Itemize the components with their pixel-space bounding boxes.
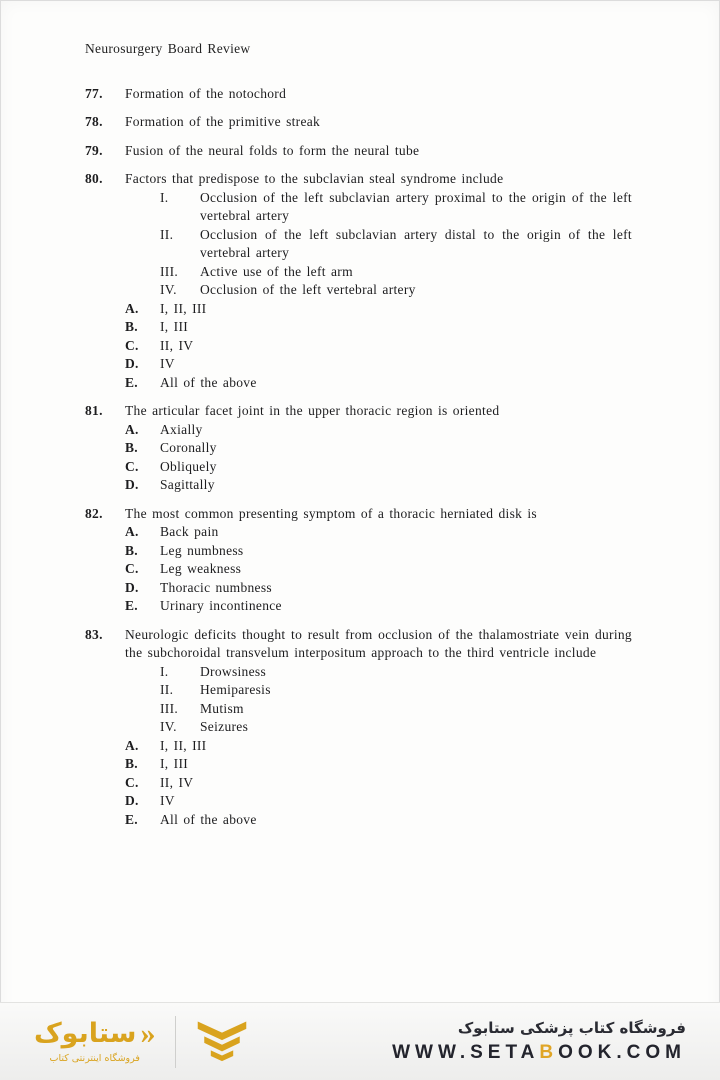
option-letter: C. — [125, 458, 139, 474]
option-letter: D. — [125, 477, 139, 492]
roman-label: III. — [160, 700, 179, 716]
option-text: Sagittally — [160, 477, 215, 492]
roman-label: IV. — [160, 719, 177, 734]
answer-option — [125, 355, 632, 374]
option-letter: B. — [125, 319, 138, 334]
roman-text: Occlusion of the left subclavian artery distal to the origin of the left vertebral artery — [200, 226, 632, 260]
question-number: 77. — [85, 85, 103, 101]
answer-option — [125, 337, 632, 356]
question-text: The most common presenting symptom of a thoracic herniated disk is — [125, 505, 537, 521]
roman-item — [160, 718, 632, 737]
setabook-logo — [34, 1019, 155, 1064]
option-text: All of the above — [160, 374, 257, 390]
roman-label: IV. — [160, 282, 177, 297]
option-letter: A. — [125, 300, 139, 316]
question-number: 81. — [85, 403, 103, 418]
roman-text: Drowsiness — [200, 663, 266, 679]
option-letter: C. — [125, 337, 139, 353]
roman-text: Active use of the left arm — [200, 263, 353, 279]
option-letter: A. — [125, 737, 139, 753]
question-stem — [85, 402, 632, 421]
option-letter: E. — [125, 598, 138, 613]
option-text: I, III — [160, 756, 189, 771]
roman-text: Mutism — [200, 700, 244, 716]
question-stem — [85, 170, 632, 189]
answer-option — [125, 597, 632, 616]
option-text: Thoracic numbness — [160, 579, 272, 595]
answer-option — [125, 318, 632, 337]
question-text: Neurologic deficits thought to result from occlusion of the thalamostriate vein during the subchoroidal transvelum interpositum approach to the third ventricle include — [125, 626, 632, 660]
roman-label: II. — [160, 682, 174, 697]
option-text: IV — [160, 793, 175, 808]
question-text: The articular facet joint in the upper thoracic region is oriented — [125, 403, 500, 418]
question-number: 80. — [85, 171, 103, 186]
answer-option — [125, 421, 632, 440]
logo-main — [34, 1019, 155, 1049]
answer-option — [125, 737, 632, 756]
roman-text: Hemiparesis — [200, 682, 271, 697]
footer-banner — [0, 1002, 720, 1080]
option-letter: C. — [125, 561, 139, 576]
footer-divider — [175, 1016, 176, 1068]
option-letter: D. — [125, 579, 139, 595]
option-letter: A. — [125, 524, 139, 539]
question-item — [85, 170, 632, 392]
logo-brand-text: ستابوک — [34, 1018, 137, 1049]
option-letter: C. — [125, 774, 139, 790]
option-text: Leg weakness — [160, 561, 242, 576]
chevron-stack-icon — [194, 1016, 250, 1068]
answer-option — [125, 374, 632, 393]
roman-label: III. — [160, 263, 179, 279]
option-text: Leg numbness — [160, 542, 244, 558]
page-title: Neurosurgery Board Review — [85, 41, 251, 56]
roman-item — [160, 281, 632, 300]
option-text: I, III — [160, 319, 189, 334]
roman-item — [160, 663, 632, 682]
url-prefix: WWW.SETA — [392, 1042, 540, 1063]
answer-option — [125, 523, 632, 542]
option-text: IV — [160, 356, 175, 371]
roman-label: I. — [160, 663, 169, 679]
answer-option — [125, 579, 632, 598]
option-text: I, II, III — [160, 300, 207, 316]
logo-tagline: فروشگاه اینترنتی کتاب — [49, 1053, 140, 1064]
question-text: Formation of the primitive streak — [125, 114, 321, 129]
answer-option — [125, 774, 632, 793]
question-number: 79. — [85, 142, 103, 158]
url-accent-letter: B — [539, 1042, 559, 1063]
answer-option — [125, 439, 632, 458]
roman-item — [160, 263, 632, 282]
question-stem — [85, 142, 632, 161]
option-text: I, II, III — [160, 737, 207, 753]
question-item — [85, 142, 632, 161]
roman-label: I. — [160, 189, 169, 205]
option-letter: B. — [125, 440, 138, 455]
option-letter: A. — [125, 421, 139, 437]
roman-item — [160, 681, 632, 700]
question-stem — [85, 113, 632, 132]
footer-right-block — [392, 1019, 686, 1064]
question-item — [85, 402, 632, 495]
option-letter: E. — [125, 374, 138, 390]
logo-chevron-icon: « — [140, 1017, 156, 1050]
option-letter: D. — [125, 793, 139, 808]
question-stem — [85, 505, 632, 524]
store-name-fa: فروشگاه کتاب پزشکی ستابوک — [457, 1019, 686, 1037]
answer-option — [125, 476, 632, 495]
question-number: 82. — [85, 505, 103, 521]
url-suffix: OOK.COM — [558, 1042, 686, 1063]
roman-label: II. — [160, 226, 174, 242]
question-number: 83. — [85, 626, 103, 642]
option-text: Back pain — [160, 524, 219, 539]
roman-text: Occlusion of the left vertebral artery — [200, 282, 416, 297]
option-text: Urinary incontinence — [160, 598, 282, 613]
option-letter: D. — [125, 356, 139, 371]
answer-option — [125, 792, 632, 811]
question-item — [85, 113, 632, 132]
roman-item — [160, 189, 632, 226]
option-letter: E. — [125, 811, 138, 827]
answer-option — [125, 755, 632, 774]
roman-item — [160, 700, 632, 719]
question-number: 78. — [85, 114, 103, 129]
option-text: II, IV — [160, 774, 194, 790]
answer-option — [125, 811, 632, 830]
option-text: II, IV — [160, 337, 194, 353]
answer-option — [125, 560, 632, 579]
option-letter: B. — [125, 542, 138, 558]
question-text: Factors that predispose to the subclavian steal syndrome include — [125, 171, 504, 186]
option-text: Obliquely — [160, 458, 217, 474]
question-item — [85, 626, 632, 830]
roman-item — [160, 226, 632, 263]
question-stem — [85, 626, 632, 663]
question-item — [85, 85, 632, 104]
option-letter: B. — [125, 756, 138, 771]
option-text: Axially — [160, 421, 203, 437]
roman-text: Occlusion of the left subclavian artery proximal to the origin of the left vertebral artery — [200, 189, 632, 223]
question-item — [85, 505, 632, 616]
answer-option — [125, 542, 632, 561]
question-text: Formation of the notochord — [125, 85, 287, 101]
question-list — [85, 85, 632, 830]
question-text: Fusion of the neural folds to form the neural tube — [125, 142, 420, 158]
roman-text: Seizures — [200, 719, 249, 734]
website-url — [392, 1042, 686, 1064]
option-text: Coronally — [160, 440, 217, 455]
question-stem — [85, 85, 632, 104]
answer-option — [125, 458, 632, 477]
answer-option — [125, 300, 632, 319]
option-text: All of the above — [160, 811, 257, 827]
